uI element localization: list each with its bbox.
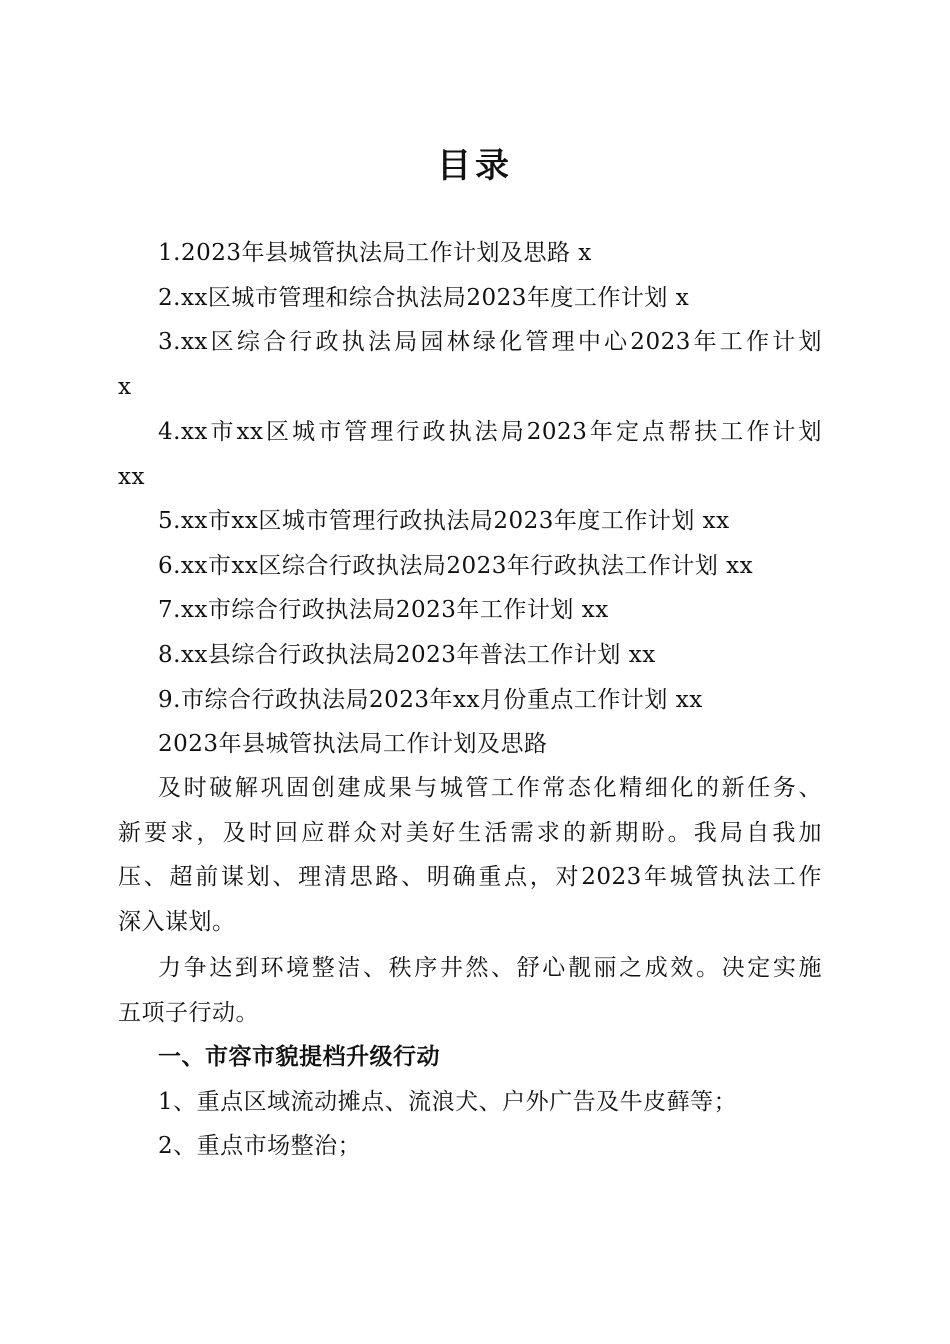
section-heading: 一、市容市貌提档升级行动: [158, 1044, 440, 1070]
paragraph-line: 力争达到环境整洁、秩序井然、舒心靓丽之成效。决定实施: [158, 955, 822, 981]
paragraph-line: 五项子行动。: [118, 1000, 259, 1026]
toc-item[interactable]: 2.xx区城市管理和综合执法局2023年度工作计划 x: [158, 285, 690, 311]
list-item: 1、重点区域流动摊点、流浪犬、户外广告及牛皮藓等；: [158, 1089, 738, 1115]
toc-item[interactable]: 3.xx区综合行政执法局园林绿化管理中心2023年工作计划: [158, 329, 822, 355]
toc-item-continuation[interactable]: xx: [118, 464, 145, 490]
list-item: 2、重点市场整治；: [158, 1133, 362, 1159]
toc-item[interactable]: 8.xx县综合行政执法局2023年普法工作计划 xx: [158, 642, 656, 668]
toc-item[interactable]: 1.2023年县城管执法局工作计划及思路 x: [158, 240, 592, 266]
toc-item[interactable]: 7.xx市综合行政执法局2023年工作计划 xx: [158, 597, 609, 623]
toc-item[interactable]: 4.xx市xx区城市管理行政执法局2023年定点帮扶工作计划: [158, 419, 822, 445]
paragraph-line: 压、超前谋划、理清思路、明确重点，对2023年城管执法工作: [118, 864, 822, 890]
toc-item[interactable]: 5.xx市xx区城市管理行政执法局2023年度工作计划 xx: [158, 508, 730, 534]
paragraph-line: 深入谋划。: [118, 909, 236, 935]
toc-item-continuation[interactable]: x: [118, 374, 132, 400]
toc-item[interactable]: 6.xx市xx区综合行政执法局2023年行政执法工作计划 xx: [158, 553, 754, 579]
paragraph-line: 及时破解巩固创建成果与城管工作常态化精细化的新任务、: [158, 775, 822, 801]
toc-item[interactable]: 9.市综合行政执法局2023年xx月份重点工作计划 xx: [158, 687, 703, 713]
paragraph-line: 新要求，及时回应群众对美好生活需求的新期盼。我局自我加: [118, 820, 822, 846]
toc-title: 目录: [437, 146, 513, 186]
document-heading: 2023年县城管执法局工作计划及思路: [158, 731, 548, 757]
